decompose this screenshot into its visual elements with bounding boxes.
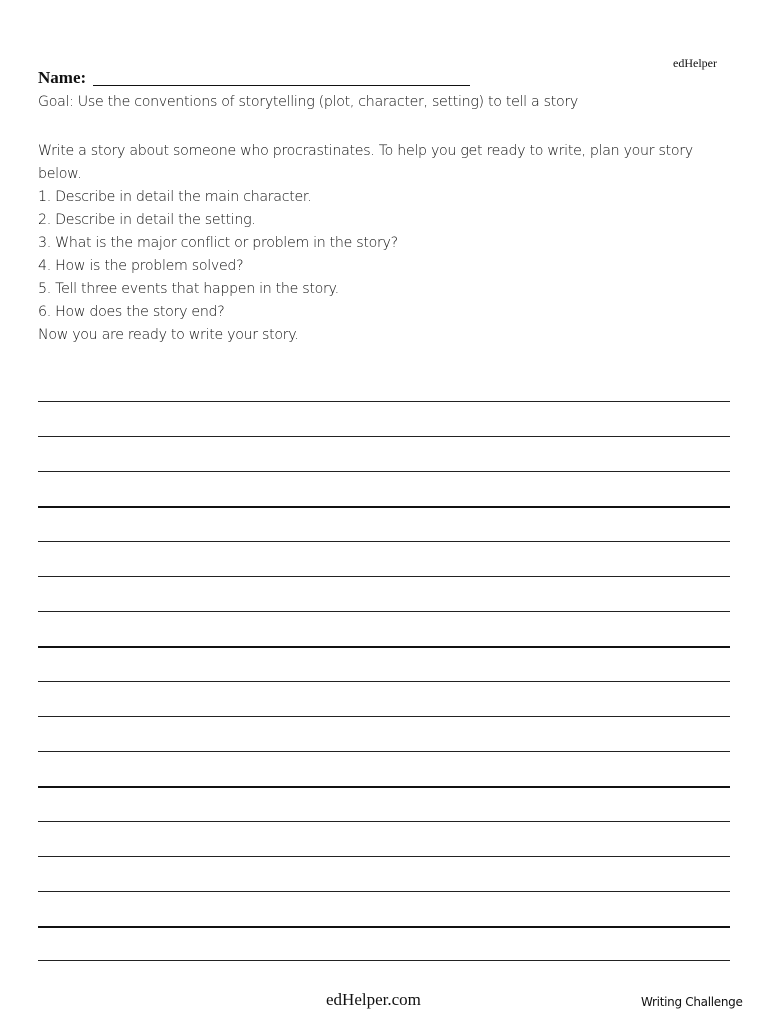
step-2: 2. Describe in detail the setting. xyxy=(38,212,256,228)
writing-line xyxy=(38,471,730,472)
writing-line xyxy=(38,716,730,717)
story-prompt: Write a story about someone who procrastinates. To help you get ready to write, plan your story below. xyxy=(38,143,693,182)
step-5: 5. Tell three events that happen in the story. xyxy=(38,281,339,297)
goal-text: Goal: Use the conventions of storytelling (plot, character, setting) to tell a story xyxy=(38,94,579,110)
writing-line xyxy=(38,646,730,648)
writing-line xyxy=(38,401,730,402)
writing-line xyxy=(38,891,730,892)
writing-line xyxy=(38,821,730,822)
writing-line xyxy=(38,576,730,577)
writing-line xyxy=(38,926,730,928)
writing-line xyxy=(38,611,730,612)
closing-line: Now you are ready to write your story. xyxy=(38,327,299,343)
step-6: 6. How does the story end? xyxy=(38,304,225,320)
footer-brand: edHelper.com xyxy=(326,990,421,1009)
writing-line xyxy=(38,506,730,508)
writing-line xyxy=(38,960,730,961)
writing-line xyxy=(38,541,730,542)
step-1: 1. Describe in detail the main character. xyxy=(38,189,312,205)
writing-line xyxy=(38,786,730,788)
header-brand: edHelper xyxy=(673,56,717,70)
writing-line xyxy=(38,856,730,857)
writing-line xyxy=(38,751,730,752)
writing-line xyxy=(38,681,730,682)
name-blank-line xyxy=(93,85,470,86)
step-3: 3. What is the major conflict or problem in the story? xyxy=(38,235,398,251)
footer-title: Writing Challenge xyxy=(641,995,743,1009)
name-label: Name: xyxy=(38,68,87,87)
step-4: 4. How is the problem solved? xyxy=(38,258,244,274)
writing-line xyxy=(38,436,730,437)
instructions-block xyxy=(38,140,718,347)
